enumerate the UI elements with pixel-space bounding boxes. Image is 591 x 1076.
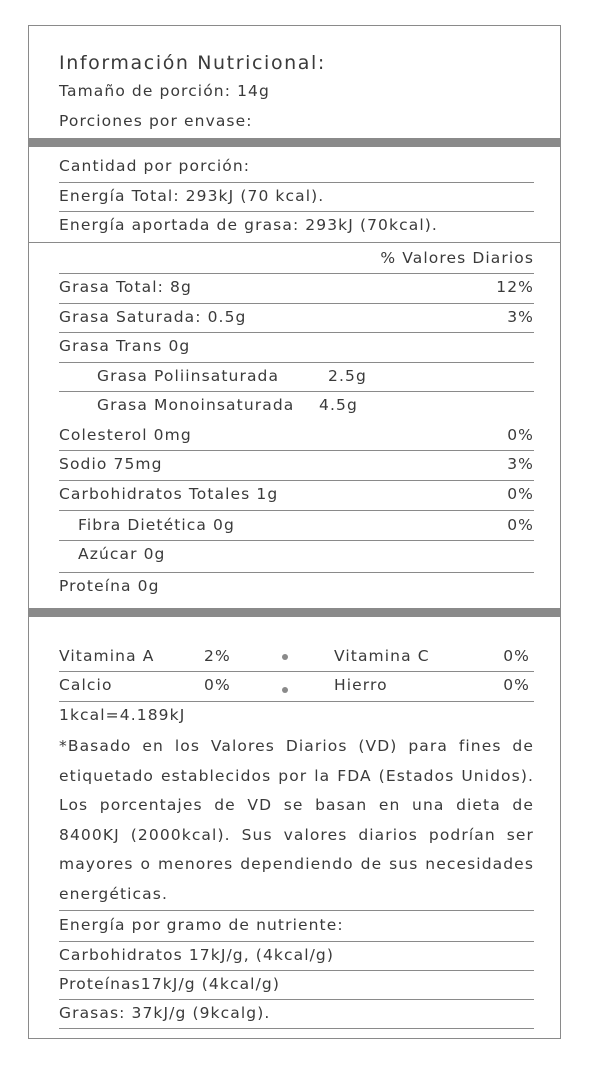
nutrient-name: Azúcar 0g (78, 545, 166, 564)
thick-divider (29, 138, 560, 147)
servings-per-container: Porciones por envase: (59, 112, 253, 131)
nutrient-pct: 12% (496, 278, 534, 297)
nutrient-row (59, 391, 534, 421)
bullet-dot (282, 654, 288, 660)
vitamin-pct: 0% (503, 646, 530, 665)
nutrient-name: Grasa Monoinsaturada (97, 396, 295, 415)
nutrient-pct: 0% (507, 485, 534, 504)
label-title: Información Nutricional: (59, 51, 326, 74)
nutrient-row (59, 450, 534, 481)
energy-protein: Proteínas17kJ/g (4kcal/g) (59, 970, 534, 1000)
nutrient-row (59, 332, 534, 363)
footnote: *Basado en los Valores Diarios (VD) para fines de etiquetado establecidos por la FDA (Estados Unidos). Los porcentajes de VD se basan en una dieta de 8400KJ (2000kcal). Sus valores diarios podrían ser mayores o menores dependiendo de sus necesidades energéticas. (59, 737, 534, 903)
nutrient-name: Carbohidratos Totales 1g (59, 485, 279, 504)
daily-values-header (59, 244, 534, 274)
nutrient-row (59, 273, 534, 304)
nutrient-row (59, 303, 534, 333)
energy-carbs: Carbohidratos 17kJ/g, (4kcal/g) (59, 941, 534, 971)
nutrient-amount: 4.5g (319, 396, 358, 415)
nutrition-label (28, 25, 561, 1039)
nutrient-amount: 2.5g (328, 366, 367, 385)
vitamin-row (59, 671, 534, 702)
energy-per-gram-label: Energía por gramo de nutriente: (59, 910, 534, 942)
nutrient-row (59, 362, 534, 392)
nutrient-name: Grasa Saturada: 0.5g (59, 307, 247, 326)
kcal-conversion: 1kcal=4.189kJ (59, 706, 186, 725)
vitamin-name: Calcio (59, 676, 113, 695)
bullet-dot (282, 687, 288, 693)
serving-size: Tamaño de porción: 14g (59, 82, 270, 101)
daily-values-header-text: % Valores Diarios (380, 248, 534, 267)
vitamin-row (59, 642, 534, 672)
nutrient-name: Sodio 75mg (59, 455, 163, 474)
energy-total: Energía Total: 293kJ (70 kcal). (59, 182, 534, 212)
vitamin-pct: 0% (503, 676, 530, 695)
nutrient-row (59, 421, 534, 451)
nutrient-row (59, 540, 534, 570)
amount-per-serving: Cantidad por porción: (59, 152, 534, 183)
nutrient-name: Grasa Total: 8g (59, 278, 192, 297)
energy-from-fat: Energía aportada de grasa: 293kJ (70kcal). (59, 215, 438, 234)
thick-divider (29, 608, 560, 617)
nutrient-name: Colesterol 0mg (59, 425, 192, 444)
nutrient-row (59, 572, 534, 601)
nutrient-row (59, 510, 534, 541)
nutrient-pct: 0% (507, 515, 534, 534)
vitamin-name: Vitamina A (59, 646, 155, 665)
vitamin-pct: 2% (204, 646, 231, 665)
nutrient-name: Grasa Poliinsaturada (97, 366, 280, 385)
energy-fat: Grasas: 37kJ/g (9kcalg). (59, 999, 534, 1029)
nutrient-pct: 0% (507, 425, 534, 444)
nutrient-name: Grasa Trans 0g (59, 337, 191, 356)
nutrient-pct: 3% (507, 455, 534, 474)
vitamin-name: Vitamina C (334, 646, 430, 665)
nutrient-name: Fibra Dietética 0g (78, 515, 235, 534)
nutrient-row (59, 480, 534, 510)
section-divider (29, 242, 560, 243)
vitamin-pct: 0% (204, 676, 231, 695)
nutrient-pct: 3% (507, 307, 534, 326)
vitamin-name: Hierro (334, 676, 388, 695)
nutrient-name: Proteína 0g (59, 577, 160, 596)
